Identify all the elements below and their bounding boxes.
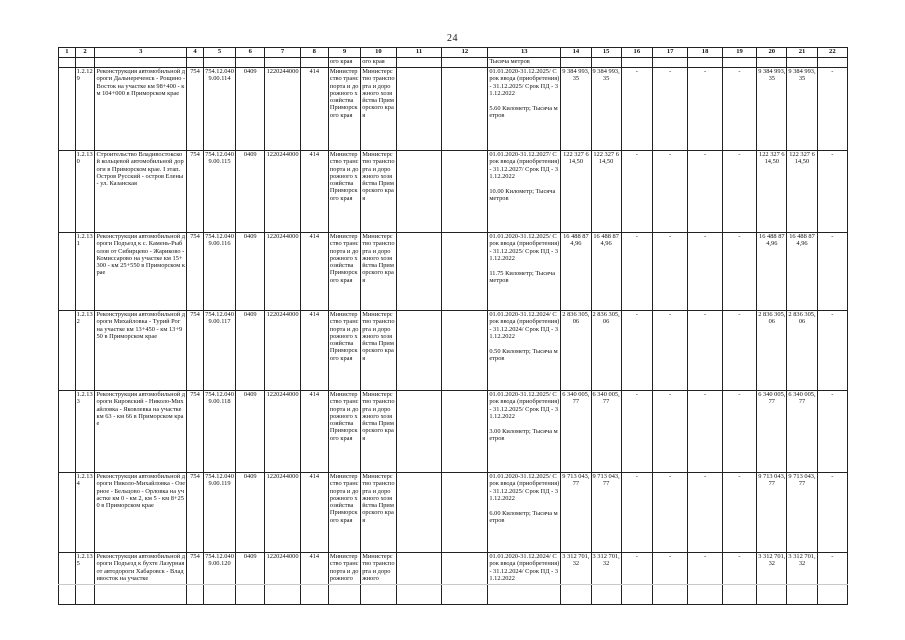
cell-name: Строительство Владивостокской кольцевой автомобильной дороги в Приморском крае. I этап. Остров Русский - остров Елены - ул. Казанская	[95, 151, 187, 233]
cell-c14: 9 713 043,77	[561, 473, 591, 553]
cell-code: 1.2.130	[75, 151, 95, 233]
cell-c10: ого края	[361, 58, 396, 68]
cell-c22: -	[817, 473, 847, 553]
cell-c21: 3 312 701,32	[787, 553, 817, 605]
cell-c15: 3 312 701,32	[591, 553, 621, 605]
cell-code: 1.2.132	[75, 311, 95, 391]
table-row	[59, 311, 848, 391]
cell-c5: 754.12.0409.00.115	[203, 151, 235, 233]
column-header-1: 1	[59, 48, 76, 58]
cell-c10: Министерство транспорта и дорожного	[361, 553, 396, 605]
cell-c9: Министерство транспорта и дорожного хозяйства Приморского края	[328, 311, 360, 391]
cell-c9: Министерство транспорта и дорожного хозяйства Приморского края	[328, 473, 360, 553]
cell-c14: 3 312 701,32	[561, 553, 591, 605]
cell-code: 1.2.134	[75, 473, 95, 553]
table-row	[59, 68, 848, 151]
cell-c17: -	[652, 391, 687, 473]
cell-c22: -	[817, 68, 847, 151]
cell-c12	[442, 68, 488, 151]
cell-c9: Министерство транспорта и дорожного хозяйства Приморского края	[328, 233, 360, 311]
cell-c8: 414	[300, 151, 328, 233]
cell-c11	[396, 391, 442, 473]
cell-c5: 754.12.0409.00.116	[203, 233, 235, 311]
cell-c1	[59, 68, 76, 151]
cell-c21: 2 836 305,06	[787, 311, 817, 391]
column-header-18: 18	[688, 48, 722, 58]
cell-c1	[59, 233, 76, 311]
capacity-text: 3.00 Километр; Тысяча метров	[489, 428, 558, 443]
column-header-8: 8	[300, 48, 328, 58]
column-header-9: 9	[328, 48, 360, 58]
cell-c7: 1220244000	[265, 473, 300, 553]
cell-c12	[442, 473, 488, 553]
cell-c12	[442, 391, 488, 473]
cell-code: 1.2.133	[75, 391, 95, 473]
cell-c8: 414	[300, 473, 328, 553]
cell-c7: 1220244000	[265, 311, 300, 391]
schedule-text: 01.01.2020-31.12.2025/ Срок ввода (приобретения) - 31.12.2025/ Срок ПД - 31.12.2022	[489, 68, 560, 97]
cell-c7: 1220244000	[265, 553, 300, 605]
cell-c18: -	[688, 391, 722, 473]
column-header-15: 15	[591, 48, 621, 58]
cell-c18: -	[688, 473, 722, 553]
cell-c16: -	[621, 233, 652, 311]
cell-c6: 0409	[236, 233, 265, 311]
column-header-19: 19	[722, 48, 756, 58]
continuation-row	[59, 58, 848, 68]
cell-c5: 754.12.0409.00.120	[203, 553, 235, 605]
column-header-22: 22	[817, 48, 847, 58]
cell-c5: 754.12.0409.00.117	[203, 311, 235, 391]
cell-c18: -	[688, 311, 722, 391]
cell-c16: -	[621, 553, 652, 605]
column-header-7: 7	[265, 48, 300, 58]
capacity-text: 6.00 Километр; Тысяча метров	[489, 510, 558, 525]
cell-c15: 2 836 305,06	[591, 311, 621, 391]
cell-code: 1.2.135	[75, 553, 95, 605]
cell-c11	[396, 68, 442, 151]
capacity-text: 10.00 Километр; Тысяча метров	[489, 188, 556, 203]
cell-c9: Министерство транспорта и дорожного хозяйства Приморского края	[328, 151, 360, 233]
cell-c15: 6 340 005,77	[591, 391, 621, 473]
cell-c20: 122 327 614,50	[757, 151, 787, 233]
cell-code: 1.2.129	[75, 68, 95, 151]
cell-c8: 414	[300, 311, 328, 391]
cell-c19: -	[722, 391, 756, 473]
cell-c4: 754	[187, 553, 204, 605]
cell-c16: -	[621, 473, 652, 553]
cell-c7: 1220244000	[265, 391, 300, 473]
cell-c14: 6 340 005,77	[561, 391, 591, 473]
cell-c17: -	[652, 311, 687, 391]
cell-c4: 754	[187, 473, 204, 553]
cell-c7: 1220244000	[265, 151, 300, 233]
capacity-text: 11.75 Километр; Тысяча метров	[489, 270, 556, 285]
cell-c18: -	[688, 233, 722, 311]
column-header-6: 6	[236, 48, 265, 58]
cell-c6: 0409	[236, 391, 265, 473]
cell-c1	[59, 151, 76, 233]
table-row	[59, 553, 848, 605]
cell-c14: 16 488 874,96	[561, 233, 591, 311]
column-header-14: 14	[561, 48, 591, 58]
cell-c11	[396, 473, 442, 553]
cell-c22: -	[817, 553, 847, 605]
cell-c15: 122 327 614,50	[591, 151, 621, 233]
cell-c21: 9 713 043,77	[787, 473, 817, 553]
cell-c22: -	[817, 233, 847, 311]
column-header-20: 20	[757, 48, 787, 58]
cell-c11	[396, 233, 442, 311]
table-row	[59, 233, 848, 311]
cell-code: 1.2.131	[75, 233, 95, 311]
cell-c15: 16 488 874,96	[591, 233, 621, 311]
column-header-13: 13	[488, 48, 561, 58]
cell-c18: -	[688, 151, 722, 233]
cell-c21: 16 488 874,96	[787, 233, 817, 311]
cell-c13: Тысяча метров	[488, 58, 561, 68]
cell-c11	[396, 311, 442, 391]
cell-c10: Министерство транспорта и дорожного хозяйства Приморского края	[361, 311, 396, 391]
cell-c20: 3 312 701,32	[757, 553, 787, 605]
column-header-16: 16	[621, 48, 652, 58]
column-header-4: 4	[187, 48, 204, 58]
cell-c10: Министерство транспорта и дорожного хозяйства Приморского края	[361, 233, 396, 311]
cell-c9: Министерство транспорта и дорожного хозяйства Приморского края	[328, 68, 360, 151]
cell-c19: -	[722, 553, 756, 605]
cell-c6: 0409	[236, 151, 265, 233]
cell-c18: -	[688, 553, 722, 605]
cell-c1	[59, 473, 76, 553]
cell-c21: 122 327 614,50	[787, 151, 817, 233]
cell-c7: 1220244000	[265, 233, 300, 311]
cell-c13	[488, 553, 561, 605]
cell-c15: 9 384 993,35	[591, 68, 621, 151]
cell-name: Реконструкция автомобильной дороги Михайловка - Турий Рог на участке км 13+450 - км 13+950 в Приморском крае	[95, 311, 187, 391]
schedule-text: 01.01.2020-31.12.2025/ Срок ввода (приобретения) - 31.12.2025/ Срок ПД - 31.12.2022	[489, 391, 560, 420]
cell-c5: 754.12.0409.00.119	[203, 473, 235, 553]
cell-name: Реконструкция автомобильной дороги Кировский - Николо-Михайловка - Яковлевка на участке км 63 - км 66 в Приморском крае	[95, 391, 187, 473]
cell-name: Реконструкция автомобильной дороги Подъезд к бухте Лазурная от автодороги Хабаровск - Владивосток на участке	[95, 553, 187, 605]
cell-c12	[442, 553, 488, 605]
schedule-text: 01.01.2020-31.12.2024/ Срок ввода (приобретения) - 31.12.2024/ Срок ПД - 31.12.2022	[489, 311, 560, 340]
schedule-text: 01.01.2020-31.12.2025/ Срок ввода (приобретения) - 31.12.2025/ Срок ПД - 31.12.2022	[489, 473, 560, 502]
cell-c22: -	[817, 391, 847, 473]
column-header-3: 3	[95, 48, 187, 58]
cell-c17: -	[652, 151, 687, 233]
cell-c8: 414	[300, 68, 328, 151]
cell-c6: 0409	[236, 473, 265, 553]
cell-c14: 122 327 614,50	[561, 151, 591, 233]
column-header-21: 21	[787, 48, 817, 58]
cell-c19: -	[722, 68, 756, 151]
cell-c17: -	[652, 68, 687, 151]
cell-c17: -	[652, 553, 687, 605]
cell-c10: Министерство транспорта и дорожного хозяйства Приморского края	[361, 391, 396, 473]
cell-c16: -	[621, 391, 652, 473]
cell-c21: 9 384 993,35	[787, 68, 817, 151]
cell-c10: Министерство транспорта и дорожного хозяйства Приморского края	[361, 68, 396, 151]
cell-c4: 754	[187, 311, 204, 391]
cell-c1	[59, 391, 76, 473]
column-header-11: 11	[396, 48, 442, 58]
cell-c14: 9 384 993,35	[561, 68, 591, 151]
cell-name: Реконструкция автомобильной дороги Николо-Михайловка - Озерное - Бельцово - Орловка на участке км 0 - км 2, км 5 - км 8+250 в Приморском крае	[95, 473, 187, 553]
cell-c19: -	[722, 311, 756, 391]
cell-c12	[442, 151, 488, 233]
cell-c21: 6 340 005,77	[787, 391, 817, 473]
cell-c9: Министерство транспорта и дорожного хозяйства Приморского края	[328, 391, 360, 473]
cell-c4: 754	[187, 233, 204, 311]
cell-c17: -	[652, 233, 687, 311]
cell-c16: -	[621, 151, 652, 233]
cell-c20: 6 340 005,77	[757, 391, 787, 473]
cell-c8: 414	[300, 391, 328, 473]
cell-c8: 414	[300, 553, 328, 605]
cell-c17: -	[652, 473, 687, 553]
cell-c16: -	[621, 311, 652, 391]
cell-c19: -	[722, 151, 756, 233]
cell-c11	[396, 553, 442, 605]
cell-c10: Министерство транспорта и дорожного хозяйства Приморского края	[361, 151, 396, 233]
cell-c13	[488, 311, 561, 391]
column-header-2: 2	[75, 48, 95, 58]
column-header-12: 12	[442, 48, 488, 58]
cell-c22: -	[817, 311, 847, 391]
cell-c1	[59, 311, 76, 391]
capacity-text: 0.50 Километр; Тысяча метров	[489, 348, 558, 363]
cell-c20: 16 488 874,96	[757, 233, 787, 311]
cell-c4: 754	[187, 68, 204, 151]
schedule-text: 01.01.2020-31.12.2024/ Срок ввода (приобретения) - 31.12.2024/ Срок ПД - 31.12.2022	[489, 553, 560, 582]
cell-c11	[396, 151, 442, 233]
cell-c13	[488, 68, 561, 151]
budget-table	[58, 47, 848, 605]
column-number-row	[59, 48, 848, 58]
cell-name: Реконструкция автомобильной дороги Подъезд к с. Камень-Рыболов от Сибирцево - Жариково - Комиссарово на участке км 15+300 - км 25+550 в Приморском крае	[95, 233, 187, 311]
cell-c19: -	[722, 233, 756, 311]
capacity-text: 5.60 Километр; Тысяча метров	[489, 105, 558, 120]
cell-c20: 9 713 043,77	[757, 473, 787, 553]
column-header-5: 5	[203, 48, 235, 58]
column-header-10: 10	[361, 48, 396, 58]
cell-c15: 9 713 043,77	[591, 473, 621, 553]
table-row	[59, 391, 848, 473]
cell-c8: 414	[300, 233, 328, 311]
cell-c4: 754	[187, 391, 204, 473]
schedule-text: 01.01.2020-31.12.2025/ Срок ввода (приобретения) - 31.12.2025/ Срок ПД - 31.12.2022	[489, 233, 560, 262]
table-row	[59, 151, 848, 233]
cell-c13	[488, 391, 561, 473]
cell-c1	[59, 553, 76, 605]
cell-c14: 2 836 305,06	[561, 311, 591, 391]
cell-c12	[442, 233, 488, 311]
cell-c13	[488, 473, 561, 553]
cell-c9: Министерство транспорта и дорожного	[328, 553, 360, 605]
page-bottom-rule	[58, 584, 848, 585]
cell-c9: ого края	[328, 58, 360, 68]
cell-c5: 754.12.0409.00.118	[203, 391, 235, 473]
cell-c13	[488, 151, 561, 233]
cell-c5: 754.12.0409.00.114	[203, 68, 235, 151]
page-number: 24	[447, 33, 458, 44]
cell-c20: 9 384 993,35	[757, 68, 787, 151]
cell-c10: Министерство транспорта и дорожного хозяйства Приморского края	[361, 473, 396, 553]
cell-c13	[488, 233, 561, 311]
cell-c6: 0409	[236, 311, 265, 391]
cell-c4: 754	[187, 151, 204, 233]
cell-c19: -	[722, 473, 756, 553]
cell-c18: -	[688, 68, 722, 151]
cell-name: Реконструкция автомобильной дороги Дальнереченск - Рощино - Восток на участке км 98+400 - км 104+000 в Приморском крае	[95, 68, 187, 151]
cell-c12	[442, 311, 488, 391]
cell-c16: -	[621, 68, 652, 151]
schedule-text: 01.01.2020-31.12.2027/ Срок ввода (приобретения) - 31.12.2027/ Срок ПД - 31.12.2022	[489, 151, 560, 180]
cell-c7: 1220244000	[265, 68, 300, 151]
cell-c6: 0409	[236, 553, 265, 605]
cell-c22: -	[817, 151, 847, 233]
cell-c6: 0409	[236, 68, 265, 151]
table-row	[59, 473, 848, 553]
cell-c20: 2 836 305,06	[757, 311, 787, 391]
column-header-17: 17	[652, 48, 687, 58]
